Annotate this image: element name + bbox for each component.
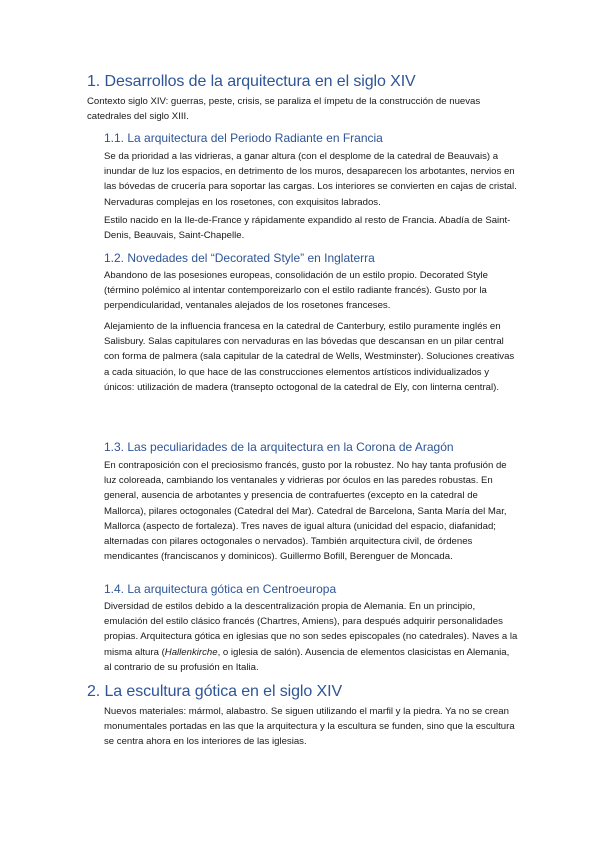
subsection-1-4-paragraph-1 (104, 599, 518, 675)
section-1-heading: 1. Desarrollos de la arquitectura en el siglo XIV (87, 73, 416, 90)
section-2-paragraph-1: Nuevos materiales: mármol, alabastro. Se siguen utilizando el marfil y la piedra. Ya no se crean monumentales portadas en las que la arquitectura y la escultura se funden, sino que la escultura se centra ahora en los interiores de las iglesias. (104, 706, 515, 748)
subsection-1-1-paragraph-2: Estilo nacido en la Ile-de-France y rápidamente expandido al resto de Francia. Abadía de Saint-Denis, Beauvais, Saint-Chapelle. (104, 215, 511, 242)
subsection-1-4-text-b: , o iglesia de salón). Ausencia de elementos clasicistas en Alemania, al contrario de su profusión en Italia. (104, 646, 510, 673)
subsection-1-1-paragraph-1: Se da prioridad a las vidrieras, a ganar altura (con el desplome de la catedral de Beauvais) a inundar de luz los espacios, en detrimento de los muros, desaparecen los arbotantes, nervios en las bóvedas de crucería para soportar las cargas. Los interiores se convierten en cajas de cristal. Nervaduras complejas en los rosetones, con exquisitos labrados. (104, 151, 517, 208)
hallenkirche-term: Hallenkirche (164, 646, 218, 658)
section-2-heading: 2. La escultura gótica en el siglo XIV (87, 683, 343, 700)
section-1-intro: Contexto siglo XIV: guerras, peste, crisis, se paraliza el ímpetu de la construcción de nuevas catedrales del siglo XIII. (87, 96, 481, 123)
subsection-1-2-paragraph-1: Abandono de las posesiones europeas, consolidación de un estilo propio. Decorated Style (término polémico al intentar contemporeizarlo con el estilo radiante francés). Gusto por la perpendicularidad, ventanales alejados de los rosetones franceses. (104, 270, 489, 312)
subsection-1-4-text-a: Diversidad de estilos debido a la descentralización propia de Alemania. En un principio, emulación del estilo clásico francés (Chartres, Amiens), para después adquirir personalidades propias. Arquitectura gótica en iglesias que no son sedes episcopales (no catedrales). Naves a la misma altura ( (104, 601, 518, 658)
subsection-1-3-paragraph-1: En contraposición con el preciosismo francés, gusto por la robustez. No hay tanta profusión de luz coloreada, cambiando los ventanales y vidrieras por óculos en las paredes robustas. En general, ausencia de arbotantes y presencia de contrafuertes (excepto en la catedral de Mallorca), pilares octogonales (Catedral del Mar). Catedral de Barcelona, Santa María del Mar, Mallorca (aspecto de fortaleza). Tres naves de igual altura (unicidad del espacio, diafanidad; alternadas con pilares octogonales o nervados). También arquitectura civil, de órdenes mendicantes (franciscanos y dominicos). Guillermo Bofill, Berenguer de Moncada. (104, 460, 507, 563)
subsection-1-2-paragraph-2: Alejamiento de la influencia francesa en la catedral de Canterbury, estilo puramente inglés en Salisbury. Salas capitulares con nervaduras en las bóvedas que descansan en un pilar central con forma de palmera (sala capitular de la catedral de Wells, Westminster). Soluciones creativas a cada situación, lo que hace de las construcciones elementos artísticos individualizados y únicos: utilización de madera (transepto octogonal de la catedral de Ely, con linterna central). (104, 321, 515, 393)
subsection-1-3-heading: 1.3. Las peculiaridades de la arquitectura en la Corona de Aragón (104, 440, 454, 454)
subsection-1-1-heading: 1.1. La arquitectura del Periodo Radiante en Francia (104, 131, 383, 145)
subsection-1-4-heading: 1.4. La arquitectura gótica en Centroeuropa (104, 582, 337, 596)
subsection-1-2-heading: 1.2. Novedades del “Decorated Style” en Inglaterra (104, 251, 375, 265)
